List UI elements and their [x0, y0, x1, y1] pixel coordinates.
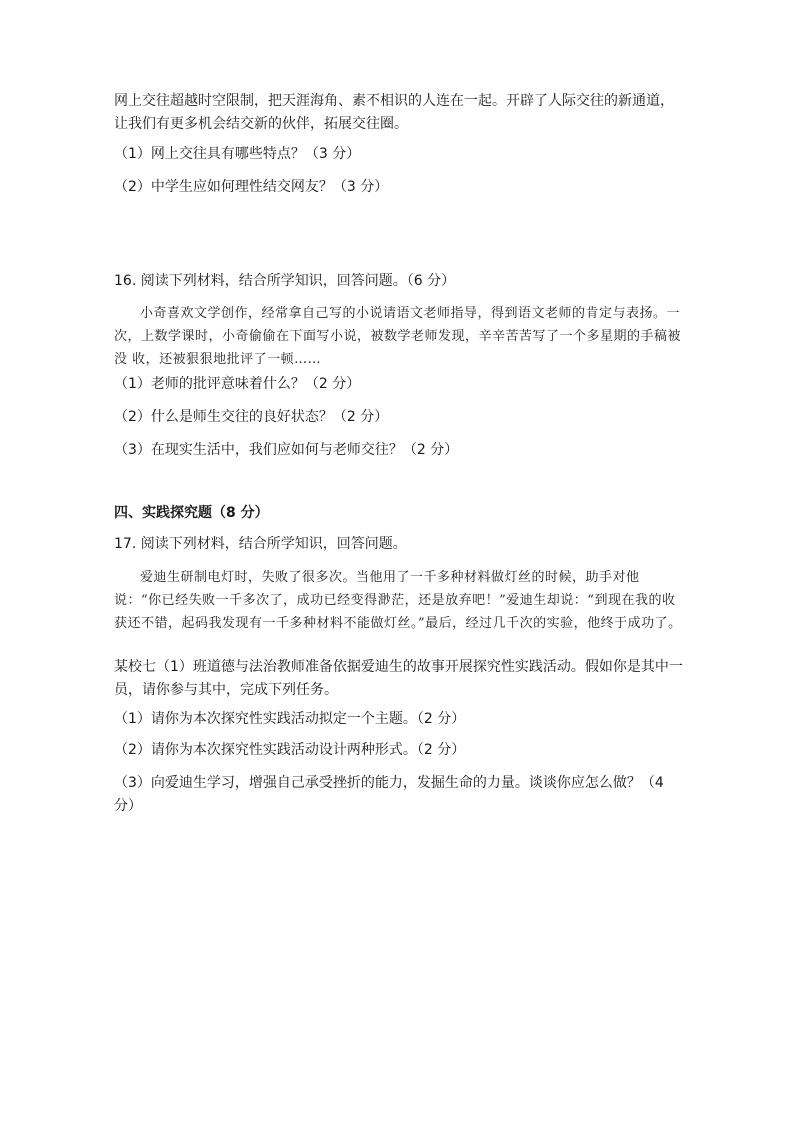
q15-subquestion-1: （1）网上交往具有哪些特点？（3 分）: [114, 146, 361, 162]
q16-subquestion-1: （1）老师的批评意味着什么？（2 分）: [114, 376, 361, 392]
q16-title: 16. 阅读下列材料，结合所学知识，回答问题。（6 分）: [114, 273, 456, 289]
q15-material: 网上交往超越时空限制，把天涯海角、素不相识的人连在一起。开辟了人际交往的新通道，让我们有更多机会结交新的伙伴，拓展交往圈。: [114, 93, 674, 132]
q17-subquestion-3: （3）向爱迪生学习，增强自己承受挫折的能力，发掘生命的力量。谈谈你应怎么做？（4 分）: [114, 775, 664, 814]
q16-subquestion-3: （3）在现实生活中，我们应如何与老师交往？（2 分）: [114, 442, 459, 458]
q17-subquestion-2: （2）请你为本次探究性实践活动设计两种形式。（2 分）: [114, 742, 466, 758]
section-4-heading: 四、实践探究题（8 分）: [114, 505, 269, 521]
q17-subquestion-1: （1）请你为本次探究性实践活动拟定一个主题。（2 分）: [114, 711, 466, 727]
q16-subquestion-2: （2）什么是师生交往的良好状态？（2 分）: [114, 409, 389, 425]
q15-subquestion-2: （2）中学生应如何理性结交网友？（3 分）: [114, 179, 389, 195]
q17-task-intro: 某校七（1）班道德与法治教师准备依据爱迪生的故事开展探究性实践活动。假如你是其中一员，请你参与其中，完成下列任务。: [114, 659, 683, 698]
q17-title: 17. 阅读下列材料，结合所学知识，回答问题。: [114, 536, 407, 552]
q16-material: 小奇喜欢文学创作，经常拿自己写的小说请语文老师指导，得到语文老师的肯定与表扬。一次，上数学课时，小奇偷偷在下面写小说，被数学老师发现，辛辛苦苦写了一个多星期的手稿被没 收，还被狠狠地批评了一顿……: [114, 306, 682, 367]
q17-material: 爱迪生研制电灯时，失败了很多次。当他用了一千多种材料做灯丝的时候，助手对他说：“你已经失败一千多次了，成功已经变得渺茫，还是放弃吧！”爱迪生却说：“到现在我的收获还不错，起码我发现有一千多种材料不能做灯丝。”最后，经过几千次的实验，他终于成功了。: [114, 570, 682, 631]
